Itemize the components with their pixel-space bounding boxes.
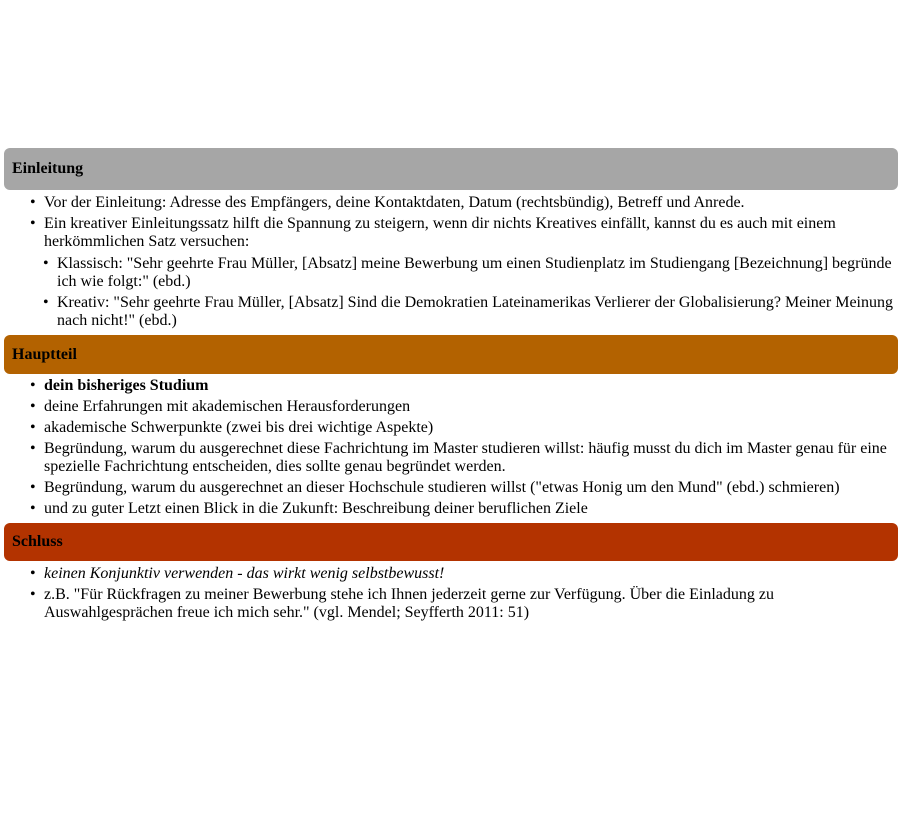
list-item-text: Vor der Einleitung: Adresse des Empfängers, deine Kontaktdaten, Datum (rechtsbündig), Betreff und Anrede. [44, 194, 745, 211]
section-header-schluss [4, 523, 898, 561]
section-title-hauptteil: Hauptteil [12, 345, 77, 363]
list-item-text: deine Erfahrungen mit akademischen Herausforderungen [44, 398, 411, 415]
document-content [4, 148, 898, 625]
sub-list-item [57, 294, 898, 330]
section-title-einleitung: Einleitung [12, 160, 84, 177]
sub-list-item [57, 255, 898, 291]
list-item [44, 215, 898, 330]
list-item [44, 398, 898, 416]
list-item-text: akademische Schwerpunkte (zwei bis drei wichtige Aspekte) [44, 419, 434, 436]
list-item [44, 565, 898, 583]
list-item [44, 440, 898, 476]
list-item-text: z.B. "Für Rückfragen zu meiner Bewerbung stehe ich Ihnen jederzeit gerne zur Verfügung. Über die Einladung zu Auswahlgesprächen freue ich mich sehr." (vgl. Mendel; Seyfferth 2011: 51) [44, 586, 774, 621]
list-item [44, 500, 898, 518]
list-item [44, 586, 898, 622]
list-item [44, 194, 898, 212]
list-item-text: dein bisheriges Studium [44, 377, 209, 394]
list-item-text: Begründung, warum du ausgerechnet an dieser Hochschule studieren willst ("etwas Honig um den Mund" (ebd.) schmieren) [44, 479, 840, 496]
section-title-schluss: Schluss [12, 533, 63, 550]
list-item-text: Begründung, warum du ausgerechnet diese Fachrichtung im Master studieren willst: häufig musst du dich im Master genau für eine spezielle Fachrichtung entscheiden, dies sollte genau begründet werden. [44, 440, 887, 475]
list-item-text: keinen Konjunktiv verwenden - das wirkt wenig selbstbewusst! [44, 565, 445, 582]
schluss-list [4, 561, 898, 622]
einleitung-sublist [44, 255, 898, 330]
section-header-einleitung [4, 148, 898, 190]
sub-list-item-text: Klassisch: "Sehr geehrte Frau Müller, [Absatz] meine Bewerbung um einen Studienplatz im Studiengang [Bezeichnung] begründe ich wie folgt:" (ebd.) [57, 255, 892, 290]
list-item [44, 377, 898, 395]
list-item-text: und zu guter Letzt einen Blick in die Zukunft: Beschreibung deiner beruflichen Ziele [44, 500, 588, 517]
list-item-text: Ein kreativer Einleitungssatz hilft die Spannung zu steigern, wenn dir nichts Kreatives einfällt, kannst du es auch mit einem herkömmlichen Satz versuchen: [44, 215, 836, 250]
hauptteil-list [4, 374, 898, 523]
einleitung-list [4, 190, 898, 335]
list-item [44, 419, 898, 437]
list-item [44, 479, 898, 497]
sub-list-item-text: Kreativ: "Sehr geehrte Frau Müller, [Absatz] Sind die Demokratien Lateinamerikas Verlierer der Globalisierung? Meiner Meinung nach nicht!" (ebd.) [57, 294, 893, 329]
section-header-hauptteil [4, 335, 898, 374]
